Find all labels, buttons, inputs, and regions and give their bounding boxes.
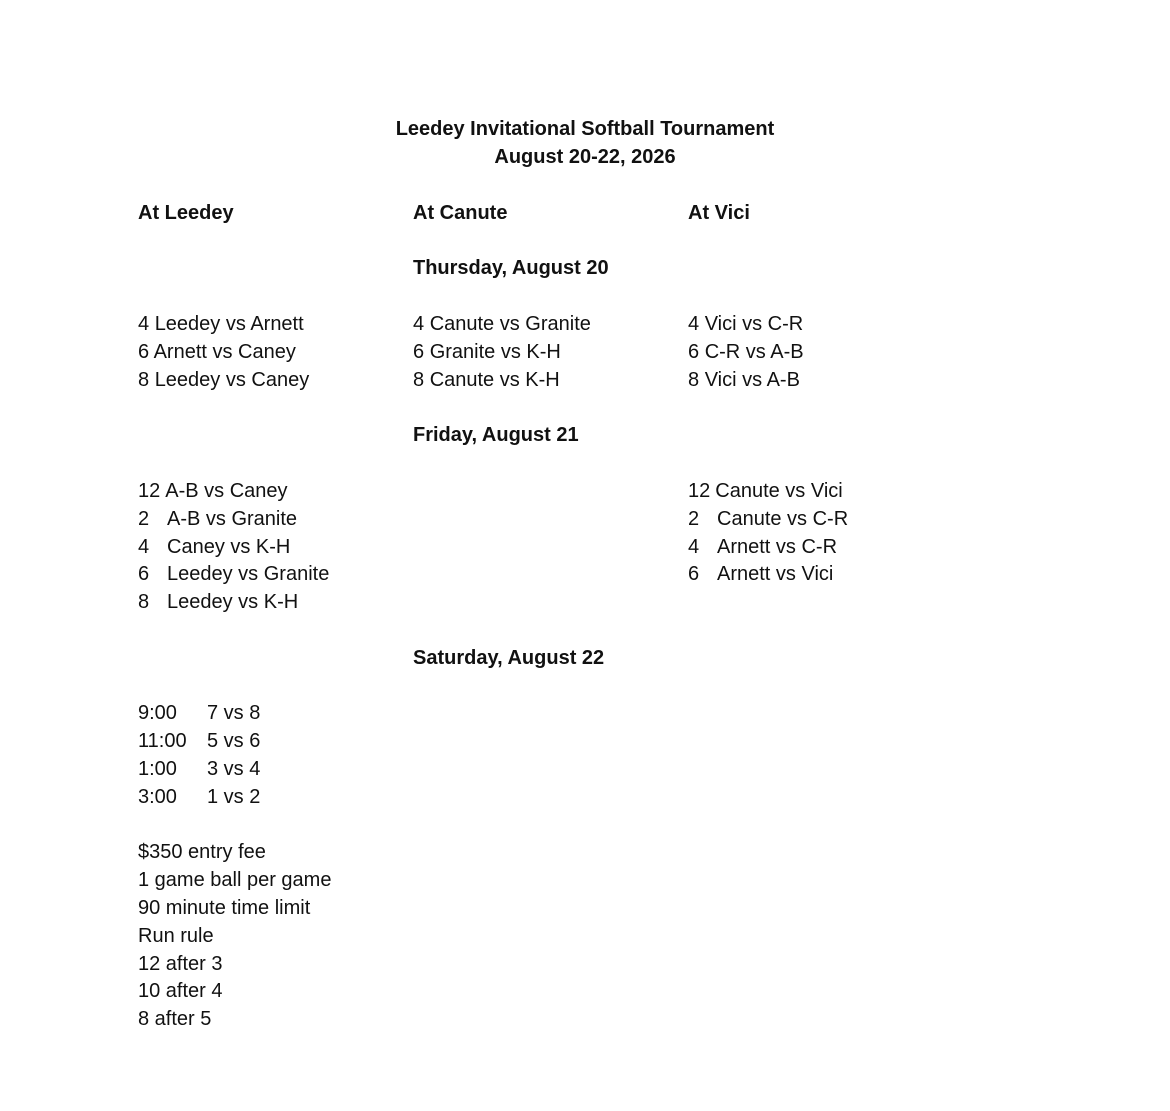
schedule-row [413, 310, 591, 338]
rule-item: Run rule [138, 925, 214, 947]
schedule-row [138, 755, 260, 783]
schedule-row [413, 366, 560, 394]
game-matchup: C-R vs A-B [704, 341, 804, 363]
game-matchup: Leedey vs Caney [154, 369, 310, 391]
game-time: 4 [413, 313, 425, 335]
game-matchup: Arnett vs Caney [153, 341, 296, 363]
venue-header-leedey: At Leedey [138, 202, 234, 224]
schedule-row [138, 588, 298, 616]
day-heading-friday: Friday, August 21 [413, 424, 579, 446]
schedule-row [138, 533, 290, 561]
rule-item: 90 minute time limit [138, 897, 311, 919]
game-time: 11:00 [138, 730, 187, 752]
day-heading-thursday: Thursday, August 20 [413, 257, 609, 279]
schedule-row [138, 699, 260, 727]
game-time: 12 [138, 480, 161, 502]
game-time: 6 [413, 341, 425, 363]
game-time: 8 [413, 369, 425, 391]
schedule-row [138, 477, 288, 505]
game-time: 6 [688, 563, 700, 585]
game-matchup: Vici vs C-R [704, 313, 804, 335]
schedule-row [138, 310, 304, 338]
game-matchup: Canute vs Granite [429, 313, 591, 335]
game-time: 2 [688, 508, 700, 530]
game-matchup: Canute vs Vici [715, 480, 843, 502]
game-time: 4 [138, 536, 150, 558]
game-matchup: Arnett vs Vici [717, 563, 834, 585]
game-matchup: 1 vs 2 [207, 786, 261, 808]
rule-item: 12 after 3 [138, 953, 223, 975]
schedule-row [688, 310, 803, 338]
game-matchup: Granite vs K-H [429, 341, 561, 363]
schedule-row [688, 505, 848, 533]
game-time: 4 [138, 313, 150, 335]
rule-item: 1 game ball per game [138, 869, 332, 891]
game-matchup: 5 vs 6 [207, 730, 261, 752]
day-heading-saturday: Saturday, August 22 [413, 647, 605, 669]
game-matchup: Leedey vs Granite [167, 563, 330, 585]
venue-header-vici: At Vici [688, 202, 750, 224]
game-time: 6 [138, 341, 150, 363]
schedule-row [138, 727, 260, 755]
game-time: 9:00 [138, 702, 177, 724]
game-matchup: 7 vs 8 [207, 702, 261, 724]
venue-header-canute: At Canute [413, 202, 508, 224]
schedule-row [688, 338, 804, 366]
schedule-row [688, 477, 843, 505]
game-time: 1:00 [138, 758, 177, 780]
game-matchup: Vici vs A-B [704, 369, 800, 391]
game-matchup: Canute vs C-R [717, 508, 849, 530]
game-time: 6 [138, 563, 150, 585]
game-matchup: Leedey vs Arnett [154, 313, 304, 335]
document-dates: August 20-22, 2026 [494, 146, 676, 168]
rule-item: 8 after 5 [138, 1008, 212, 1030]
schedule-row [138, 366, 309, 394]
rule-item: $350 entry fee [138, 841, 266, 863]
schedule-row [138, 783, 260, 811]
game-time: 4 [688, 313, 700, 335]
game-time: 3:00 [138, 786, 177, 808]
rule-item: 10 after 4 [138, 980, 223, 1002]
document-title: Leedey Invitational Softball Tournament [395, 118, 775, 140]
game-time: 6 [688, 341, 700, 363]
game-time: 12 [688, 480, 711, 502]
game-matchup: Arnett vs C-R [717, 536, 838, 558]
game-time: 8 [688, 369, 700, 391]
game-time: 8 [138, 369, 150, 391]
game-matchup: A-B vs Granite [167, 508, 298, 530]
game-matchup: Canute vs K-H [429, 369, 560, 391]
game-matchup: Caney vs K-H [167, 536, 291, 558]
schedule-row [688, 533, 837, 561]
game-time: 8 [138, 591, 150, 613]
game-time: 4 [688, 536, 700, 558]
schedule-row [138, 338, 296, 366]
schedule-row [688, 560, 833, 588]
game-time: 2 [138, 508, 150, 530]
game-matchup: Leedey vs K-H [167, 591, 299, 613]
game-matchup: 3 vs 4 [207, 758, 261, 780]
schedule-row [138, 560, 329, 588]
schedule-row [138, 505, 297, 533]
schedule-row [413, 338, 561, 366]
game-matchup: A-B vs Caney [165, 480, 288, 502]
schedule-row [688, 366, 800, 394]
